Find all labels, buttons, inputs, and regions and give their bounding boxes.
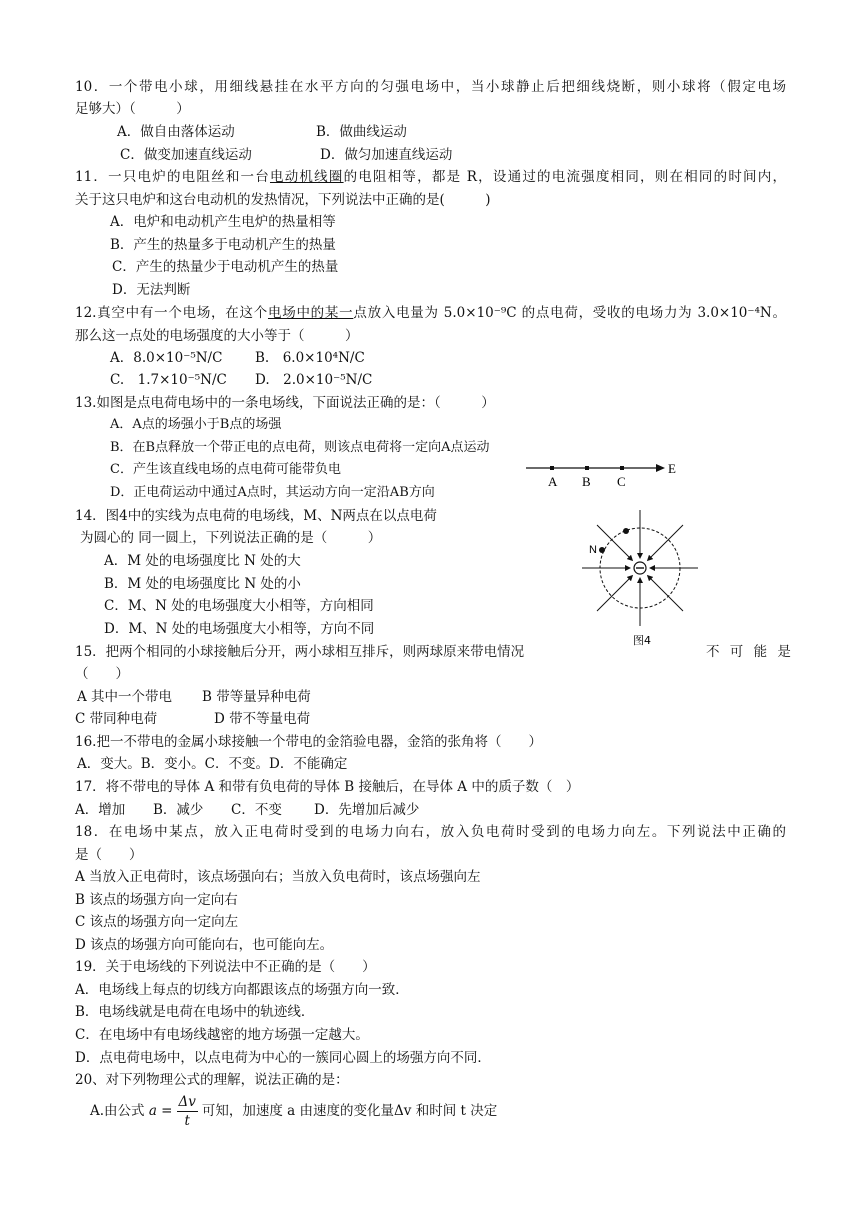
q19-option-a: A．电场线上每点的切线方向都跟该点的场强方向一致．	[75, 982, 409, 998]
q17-option-a: A．增加	[75, 802, 126, 818]
q17-option-c: C．不变	[231, 802, 282, 818]
arrow-head-icon	[656, 464, 665, 472]
q11-stem-line1: 11．一只电炉的电阻丝和一台电动机线圈的电阻相等，都是 R，设通过的电流强度相同，则在相同的时间内，	[75, 169, 786, 185]
q14-stem-line2: 为圆心的 同一圆上，下列说法正确的是（ ）	[80, 530, 382, 546]
label-e: E	[668, 461, 676, 476]
q20-option-a: A.由公式 a = $\frac{\Delta v}{t}$ 可知，加速度 a 由速度的变化量Δv 和时间 t 决定	[90, 1094, 498, 1129]
q12-stem-line2: 那么这一点处的电场强度的大小等于（ ）	[75, 328, 359, 344]
q19-option-c: C．在电场中有电场线越密的地方场强一定越大。	[75, 1027, 369, 1043]
q19-stem: 19．关于电场线的下列说法中不正确的是（ ）	[75, 959, 376, 975]
q17-stem: 17．将不带电的导体 A 和带有负电荷的导体 B 接触后，在导体 A 中的质子数（ ）	[75, 779, 580, 795]
q13-option-d: D．正电荷运动中通过A点时，其运动方向一定沿AB方向	[110, 485, 435, 500]
q11-underlined-term: 电动机线圈	[269, 169, 344, 185]
q14-option-a: A．M 处的电场强度比 N 处的大	[104, 553, 301, 569]
q14-option-c: C．M、N 处的电场强度大小相等，方向相同	[104, 598, 374, 614]
q12-stem-line1: 12.真空中有一个电场，在这个电场中的某一点放入电量为 5.0×10⁻⁹C 的点电荷，受收的电场力为 3.0×10⁻⁴N。	[75, 305, 786, 321]
q12-option-a: A．8.0×10⁻⁵N/C	[110, 350, 223, 366]
q15-option-c: C 带同种电荷	[75, 711, 158, 727]
formula-lhs: a =	[148, 1103, 173, 1119]
point-charge-figure	[580, 500, 705, 650]
q12-option-c: C. 1.7×10⁻⁵N/C	[110, 372, 227, 388]
field-line-bottom-right	[649, 577, 683, 611]
q17-option-b: B．减少	[153, 802, 204, 818]
q18-stem-line2: 是（ ）	[75, 847, 143, 863]
fraction-delta-v-over-t: $\frac{\Delta v}{t}$	[178, 1094, 196, 1129]
label-n: N	[589, 544, 597, 556]
q20-stem: 20、对下列物理公式的理解，说法正确的是：	[75, 1072, 349, 1088]
q11-option-c: C．产生的热量少于电动机产生的热量	[112, 259, 339, 275]
point-c-marker	[620, 466, 624, 470]
point-a-marker	[550, 466, 554, 470]
q13-option-b: B．在B点释放一个带正电的点电荷，则该点电荷将一定向A点运动	[110, 440, 490, 455]
field-line-figure	[520, 458, 680, 490]
q12-underlined-term: 电场中的某一	[267, 305, 354, 321]
label-a: A	[548, 474, 558, 489]
q11-option-a: A．电炉和电动机产生电炉的热量相等	[110, 214, 336, 230]
q14-option-d: D．M、N 处的电场强度大小相等，方向不同	[104, 621, 375, 637]
q15-stem-emphasis: 不 可 能 是	[706, 644, 794, 660]
point-b-marker	[585, 466, 589, 470]
q14-stem-line1: 14．图4中的实线为点电荷的电场线，M、N两点在以点电荷	[75, 508, 437, 524]
q18-option-a: A 当放入正电荷时，该点场强向右；当放入负电荷时，该点场强向左	[75, 869, 481, 885]
q12-option-b: B. 6.0×10⁴N/C	[255, 350, 365, 366]
q18-option-b: B 该点的场强方向一定向右	[75, 892, 238, 908]
q18-stem-line1: 18．在电场中某点，放入正电荷时受到的电场力向右，放入负电荷时受到的电场力向左。下列说法中正确的	[75, 824, 786, 840]
q16-options: A．变大。B．变小。C．不变。D．不能确定	[77, 756, 348, 772]
q15-option-d: D 带不等量电荷	[214, 711, 311, 727]
q17-option-d: D．先增加后减少	[314, 802, 420, 818]
q11-option-b: B．产生的热量多于电动机产生的热量	[110, 237, 336, 253]
q18-option-d: D 该点的场强方向可能向右，也可能向左。	[75, 937, 334, 953]
q19-option-b: B．电场线就是电荷在电场中的轨迹线．	[75, 1004, 315, 1020]
q10-option-a: A．做自由落体运动	[117, 124, 235, 140]
q15-stem-line2: （ ）	[75, 666, 129, 682]
q18-option-c: C 该点的场强方向一定向左	[75, 914, 239, 930]
figure-caption: 图4	[633, 634, 651, 647]
label-c: C	[617, 474, 626, 489]
q10-option-c: C．做变加速直线运动	[120, 147, 252, 163]
q10-option-b: B．做曲线运动	[316, 124, 407, 140]
q15-option-a: A 其中一个带电	[77, 689, 173, 705]
q13-stem: 13.如图是点电荷电场中的一条电场线，下面说法正确的是：（ ）	[75, 395, 495, 411]
q11-option-d: D．无法判断	[112, 282, 191, 298]
q16-stem: 16.把一不带电的金属小球接触一个带电的金箔验电器，金箔的张角将（ ）	[75, 734, 542, 750]
q11-stem-line2: 关于这只电炉和这台电动机的发热情况，下列说法中正确的是( )	[75, 192, 491, 208]
q12-option-d: D. 2.0×10⁻⁵N/C	[255, 372, 373, 388]
q10-stem-line1: 10．一个带电小球，用细线悬挂在水平方向的匀强电场中，当小球静止后把细线烧断，则小球将（假定电场	[75, 79, 786, 95]
label-b: B	[582, 474, 591, 489]
q10-option-d: D．做匀加速直线运动	[320, 147, 453, 163]
q10-stem-line2: 足够大）（ ）	[75, 101, 190, 117]
point-n	[599, 547, 605, 553]
q19-option-d: D．点电荷电场中，以点电荷为中心的一簇同心圆上的场强方向不同．	[75, 1050, 491, 1066]
q13-option-c: C．产生该直线电场的点电荷可能带负电	[110, 462, 341, 477]
q15-option-b: B 带等量异种电荷	[202, 689, 311, 705]
q14-option-b: B．M 处的电场强度比 N 处的小	[104, 576, 301, 592]
q15-stem-line1: 15．把两个相同的小球接触后分开，两小球相互排斥，则两球原来带电情况	[75, 644, 525, 660]
q13-option-a: A．A点的场强小于B点的场强	[110, 417, 282, 432]
point-m	[623, 528, 629, 534]
